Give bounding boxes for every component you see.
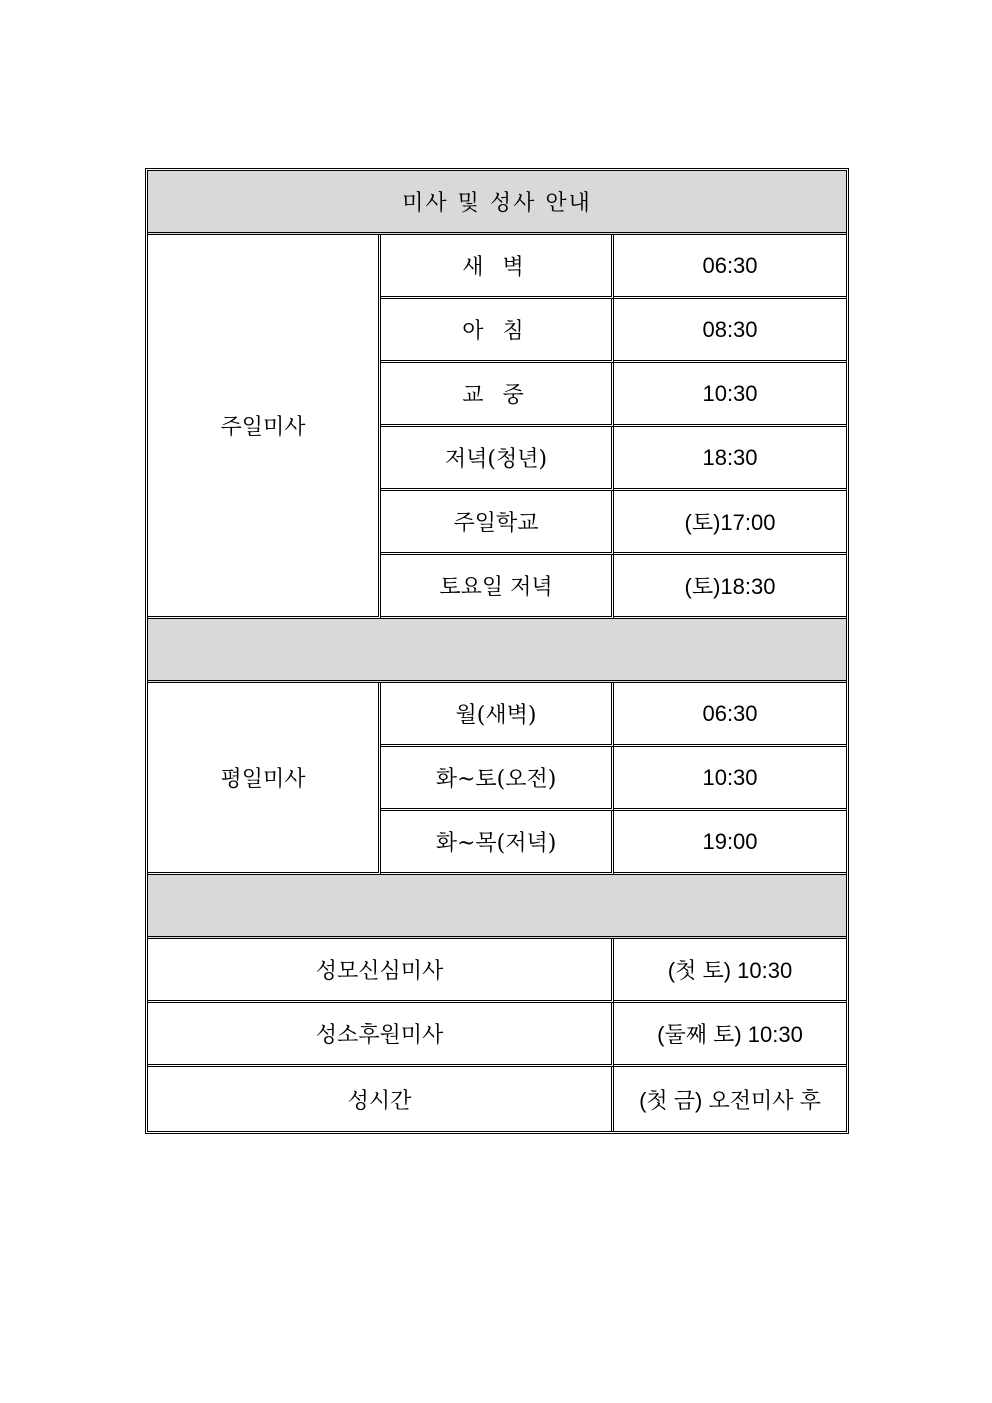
mass-name: 주일학교 bbox=[381, 491, 614, 555]
mass-name: 저녁(청년) bbox=[381, 427, 614, 491]
table-row bbox=[148, 1067, 846, 1131]
section-divider-row bbox=[148, 619, 846, 683]
table-row bbox=[148, 235, 846, 299]
mass-time: 08:30 bbox=[614, 299, 846, 363]
special-name: 성소후원미사 bbox=[148, 1003, 614, 1067]
mass-time: (토)17:00 bbox=[614, 491, 846, 555]
special-time: (첫 토) 10:30 bbox=[614, 939, 846, 1003]
mass-schedule-table bbox=[148, 171, 846, 1131]
mass-time: 10:30 bbox=[614, 363, 846, 427]
mass-name: 교 중 bbox=[381, 363, 614, 427]
mass-time: 06:30 bbox=[614, 235, 846, 299]
special-time: (둘째 토) 10:30 bbox=[614, 1003, 846, 1067]
mass-name: 화~목(저녁) bbox=[381, 811, 614, 875]
table-row bbox=[148, 1003, 846, 1067]
mass-name: 아 침 bbox=[381, 299, 614, 363]
special-time: (첫 금) 오전미사 후 bbox=[639, 1087, 821, 1113]
section-divider bbox=[148, 619, 846, 683]
mass-time: (토)18:30 bbox=[614, 555, 846, 619]
page-title: 미사 및 성사 안내 bbox=[148, 171, 846, 235]
mass-time: 10:30 bbox=[614, 747, 846, 811]
title-row bbox=[148, 171, 846, 235]
table-row bbox=[148, 683, 846, 747]
sunday-group-label: 주일미사 bbox=[148, 235, 381, 619]
mass-time: 06:30 bbox=[614, 683, 846, 747]
mass-name: 새 벽 bbox=[381, 235, 614, 299]
mass-time: 19:00 bbox=[614, 811, 846, 875]
weekday-group-label: 평일미사 bbox=[148, 683, 381, 875]
special-name: 성모신심미사 bbox=[148, 939, 614, 1003]
mass-schedule-sheet bbox=[145, 168, 849, 1134]
mass-name: 화~토(오전) bbox=[381, 747, 614, 811]
table-row bbox=[148, 939, 846, 1003]
section-divider-row bbox=[148, 875, 846, 939]
mass-time: 18:30 bbox=[614, 427, 846, 491]
mass-name: 월(새벽) bbox=[381, 683, 614, 747]
mass-name: 토요일 저녁 bbox=[381, 555, 614, 619]
section-divider bbox=[148, 875, 846, 939]
special-name: 성시간 bbox=[148, 1067, 614, 1131]
